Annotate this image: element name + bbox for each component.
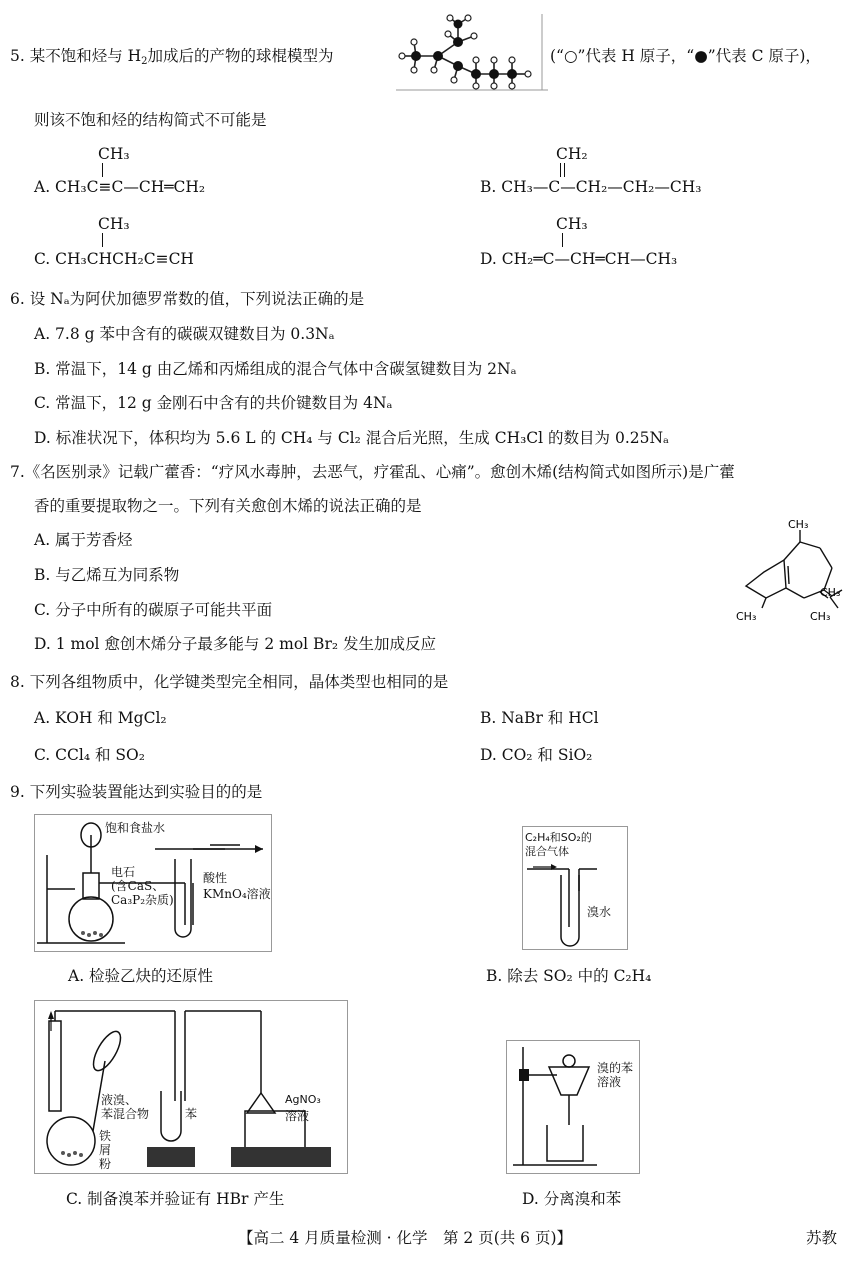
fig-a-label-impurity2: Ca₃P₂杂质) <box>111 893 174 907</box>
footer-edition: 苏教 <box>806 1229 838 1247</box>
fig-c-label-mix1: 液溴、 <box>101 1093 138 1107</box>
fig-a-label-kmno4: KMnO₄溶液 <box>203 887 271 901</box>
fig-c-label-iron3: 粉 <box>99 1157 112 1171</box>
figure-c-caption: C. 制备溴苯并验证有 HBr 产生 <box>66 1190 285 1208</box>
q6-option-a: A. 7.8 g 苯中含有的碳碳双键数目为 0.3Nₐ <box>34 325 335 343</box>
q7-stem-line1: 7.《名医别录》记载广藿香：“疗风水毒肿，去恶气，疗霍乱、心痛”。愈创木烯(结构简式如图所示)是广藿 <box>10 463 735 481</box>
fig-d-label-solution2: 溶液 <box>597 1075 622 1089</box>
q5-d-substituent: CH₃ <box>556 215 588 233</box>
fig-b-label-gas2: 混合气体 <box>525 845 569 858</box>
q7-option-d: D. 1 mol 愈创木烯分子最多能与 2 mol Br₂ 发生加成反应 <box>34 635 437 653</box>
fig-b-label-gas1: C₂H₄和SO₂的 <box>525 831 592 844</box>
fig-a-label-carbide: 电石 <box>111 865 136 879</box>
fig-c-label-iron2: 屑 <box>99 1143 112 1157</box>
q7-struct-ch3-top: CH₃ <box>788 518 809 531</box>
fig-b-label-bromine-water: 溴水 <box>587 905 612 919</box>
fig-c-label-mix2: 苯混合物 <box>101 1107 150 1121</box>
q8-option-b: B. NaBr 和 HCl <box>480 709 599 727</box>
q7-option-b: B. 与乙烯互为同系物 <box>34 566 180 584</box>
fig-a-label-impurity1: (含CaS、 <box>111 879 165 893</box>
q6-option-c: C. 常温下，12 g 金刚石中含有的共价键数目为 4Nₐ <box>34 394 393 412</box>
q9-stem: 9. 下列实验装置能达到实验目的的是 <box>10 783 263 801</box>
figure-d <box>506 1040 640 1174</box>
q8-stem: 8. 下列各组物质中，化学键类型完全相同，晶体类型也相同的是 <box>10 673 449 691</box>
q5-stem2: 则该不饱和烃的结构简式不可能是 <box>34 111 267 129</box>
q5-c-bond <box>102 233 103 247</box>
q5-legend: (“○”代表 H 原子，“●”代表 C 原子)， <box>550 47 821 65</box>
q6-option-d: D. 标准状况下，体积均为 5.6 L 的 CH₄ 与 Cl₂ 混合后光照，生成 CH₃Cl 的数目为 0.25Nₐ <box>34 429 670 447</box>
q5-stem: 5. 某不饱和烃与 $H_2$加成后的产物的球棍模型为 <box>10 47 334 67</box>
q5-option-a: A. CH₃C≡C—CH═CH₂ <box>34 178 206 196</box>
figure-d-caption: D. 分离溴和苯 <box>522 1190 622 1208</box>
fig-c-label-benzene: 苯 <box>185 1107 198 1121</box>
fig-c-label-iron1: 铁 <box>99 1129 112 1143</box>
guaiene-structure <box>728 516 852 622</box>
q5-option-d: D. CH₂═C—CH═CH—CH₃ <box>480 250 678 268</box>
q5-b-substituent: CH₂ <box>556 145 588 163</box>
q5-option-b: B. CH₃—C—CH₂—CH₂—CH₃ <box>480 178 702 196</box>
q6-stem: 6. 设 Nₐ为阿伏加德罗常数的值，下列说法正确的是 <box>10 290 365 308</box>
q7-stem-line2: 香的重要提取物之一。下列有关愈创木烯的说法正确的是 <box>34 497 422 515</box>
q8-option-d: D. CO₂ 和 SiO₂ <box>480 746 593 764</box>
q7-struct-ch3-right: CH₃ <box>820 586 841 599</box>
q7-option-a: A. 属于芳香烃 <box>34 531 133 549</box>
q5-d-bond <box>562 233 563 247</box>
q5-a-substituent: CH₃ <box>98 145 130 163</box>
figure-c <box>34 1000 348 1174</box>
figure-b-caption: B. 除去 SO₂ 中的 C₂H₄ <box>486 967 652 985</box>
page-footer: 【高二 4 月质量检测 · 化学 第 2 页(共 6 页)】 <box>238 1229 573 1247</box>
q5-option-c: C. CH₃CHCH₂C≡CH <box>34 250 194 268</box>
fig-c-label-solution: 溶液 <box>285 1109 310 1123</box>
q7-struct-ch3-bottom: CH₃ <box>810 610 831 622</box>
q6-option-b: B. 常温下，14 g 由乙烯和丙烯组成的混合气体中含碳氢键数目为 2Nₐ <box>34 360 517 378</box>
fig-a-label-acidic: 酸性 <box>203 871 228 885</box>
q5-b-bond-2 <box>564 163 565 177</box>
fig-c-label-agno3: AgNO₃ <box>285 1093 321 1106</box>
q8-option-a: A. KOH 和 MgCl₂ <box>34 709 167 727</box>
q7-struct-ch3-left: CH₃ <box>736 610 757 622</box>
q5-a-bond <box>102 163 103 177</box>
q7-option-c: C. 分子中所有的碳原子可能共平面 <box>34 601 273 619</box>
figure-a <box>34 814 272 952</box>
ball-stick-model <box>396 14 548 92</box>
fig-a-label-brine: 饱和食盐水 <box>105 821 166 835</box>
q5-b-bond-1 <box>560 163 561 177</box>
fig-d-label-solution1: 溴的苯 <box>597 1061 634 1075</box>
figure-a-caption: A. 检验乙炔的还原性 <box>68 967 214 985</box>
q8-option-c: C. CCl₄ 和 SO₂ <box>34 746 145 764</box>
figure-b <box>522 826 628 950</box>
q5-c-substituent: CH₃ <box>98 215 130 233</box>
